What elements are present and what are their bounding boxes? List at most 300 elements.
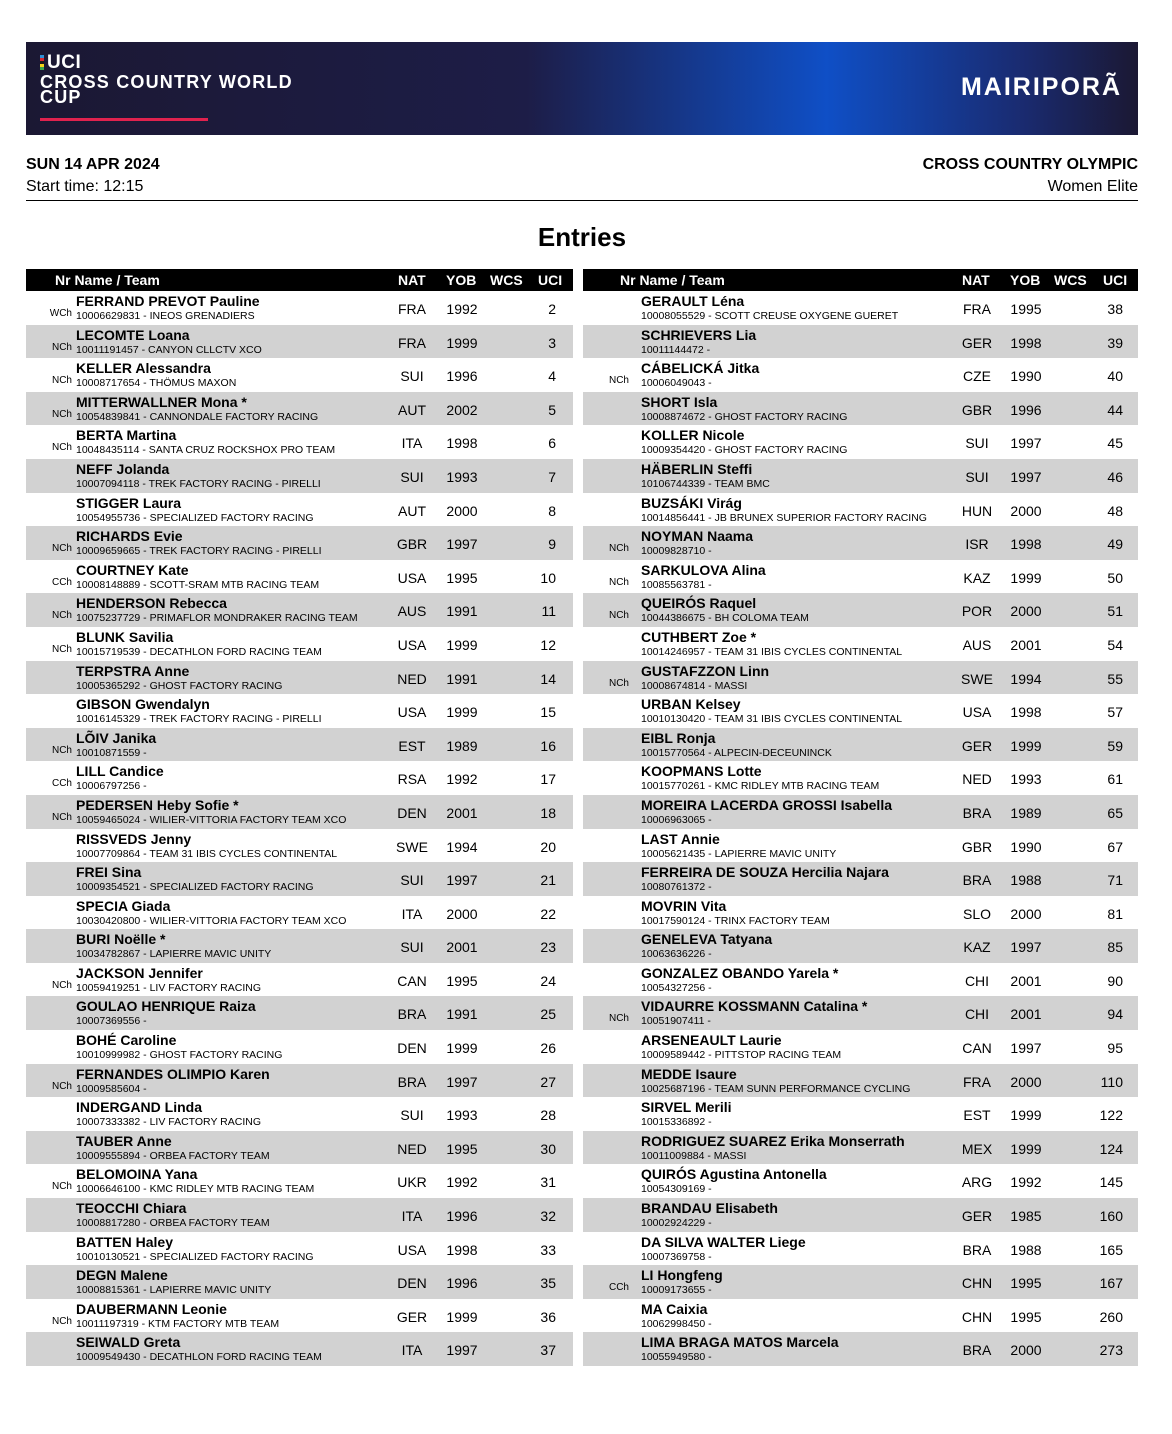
rider-team: 10009659665 - TREK FACTORY RACING - PIRELLI (76, 545, 322, 558)
rider-nat: SUI (965, 468, 989, 485)
rider-team: 10055949580 - (641, 1351, 712, 1364)
rider-uci-rank: 4 (548, 368, 556, 385)
rider-yob: 1998 (446, 435, 478, 452)
entry-prefix: CCh (608, 1282, 629, 1294)
rider-nat: USA (397, 1241, 427, 1258)
rider-uci-rank: 8 (548, 502, 556, 519)
rider-yob: 1997 (446, 872, 478, 889)
rider-nat: AUT (398, 502, 426, 519)
rider-uci-rank: 145 (1099, 1174, 1123, 1191)
race-date: SUN 14 APR 2024 (26, 156, 160, 173)
table-row (26, 1332, 573, 1366)
rider-uci-rank: 16 (540, 737, 556, 754)
table-row (583, 1131, 1138, 1165)
rider-nat: GER (396, 1308, 428, 1325)
col-uci: UCI (538, 272, 563, 288)
rider-name: GENELEVA Tatyana (641, 931, 773, 948)
rider-yob: 1993 (446, 468, 478, 485)
table-row (583, 1265, 1138, 1299)
rider-yob: 1993 (446, 1107, 478, 1124)
rider-team: 10006963065 - (641, 813, 712, 826)
rider-nat: SUI (400, 468, 424, 485)
entry-prefix: NCh (51, 408, 72, 420)
rider-uci-rank: 110 (1100, 1073, 1123, 1090)
rider-yob: 1995 (1010, 301, 1042, 317)
rider-yob: 1996 (446, 1208, 478, 1225)
rider-uci-rank: 38 (1107, 301, 1123, 317)
table-row (583, 896, 1138, 930)
rider-uci-rank: 57 (1107, 704, 1123, 721)
rider-yob: 2001 (446, 939, 478, 956)
col-uci: UCI (1103, 272, 1128, 288)
entry-prefix: NCh (608, 677, 629, 689)
rider-uci-rank: 6 (548, 435, 556, 452)
rider-team: 10063636226 - (641, 948, 712, 961)
rider-uci-rank: 37 (540, 1342, 556, 1359)
rider-nat: GER (961, 334, 993, 351)
table-row (26, 963, 573, 997)
rider-name: SEIWALD Greta (76, 1334, 181, 1351)
table-row (583, 829, 1138, 863)
rider-name: QUIRÓS Agustina Antonella (641, 1166, 827, 1183)
table-row (583, 761, 1138, 795)
uci-logo (40, 53, 81, 72)
rider-yob: 2000 (1010, 905, 1042, 922)
rider-yob: 1995 (446, 1140, 478, 1157)
rider-nat: BRA (397, 1073, 427, 1090)
rider-nat: GBR (396, 536, 428, 553)
rider-name: DA SILVA WALTER Liege (641, 1233, 806, 1250)
rider-team: 10007709864 - TEAM 31 IBIS CYCLES CONTINENTAL (76, 847, 338, 860)
entry-prefix: NCh (51, 543, 72, 555)
table-row (26, 593, 573, 627)
rider-yob: 1989 (446, 737, 478, 754)
rider-name: HÄBERLIN Steffi (641, 460, 753, 477)
table-row (26, 1030, 573, 1064)
rider-nat: GER (961, 1208, 993, 1225)
table-row (26, 1131, 573, 1165)
rider-nat: POR (961, 603, 993, 620)
rider-yob: 1990 (1010, 368, 1042, 385)
table-row (26, 996, 573, 1030)
rider-name: COURTNEY Kate (76, 561, 189, 578)
table-row (583, 694, 1138, 728)
table-row (26, 325, 573, 359)
rider-yob: 1998 (446, 1241, 478, 1258)
rider-team: 10006629831 - INEOS GRENADIERS (76, 310, 255, 322)
rider-yob: 1989 (1010, 804, 1042, 821)
rider-team: 10009585604 - (76, 1082, 147, 1095)
rider-team: 10014856441 - JB BRUNEX SUPERIOR FACTORY RACING (641, 511, 927, 524)
rider-yob: 1999 (446, 334, 478, 351)
rider-yob: 1993 (1010, 771, 1042, 788)
rider-nat: CHI (964, 1006, 990, 1023)
rider-yob: 2000 (1010, 502, 1042, 519)
rider-name: RICHARDS Evie (76, 528, 183, 545)
rider-uci-rank: 25 (540, 1006, 556, 1023)
entries-table-right (583, 269, 1138, 1366)
rider-nat: KAZ (963, 939, 991, 956)
rider-uci-rank: 28 (540, 1107, 556, 1124)
table-row (26, 929, 573, 963)
col-wcs: WCS (490, 272, 523, 288)
entry-prefix: NCh (51, 979, 72, 991)
entry-prefix: NCh (51, 1080, 72, 1092)
rider-name: TAUBER Anne (76, 1132, 172, 1149)
rider-team: 10034782867 - LAPIERRE MAVIC UNITY (76, 948, 272, 961)
rider-name: TEOCCHI Chiara (76, 1200, 187, 1217)
table-row (583, 963, 1138, 997)
rider-team: 10030420800 - WILIER-VITTORIA FACTORY TEAM XCO (76, 914, 347, 927)
table-row (583, 526, 1138, 560)
rider-name: FREI Sina (76, 864, 142, 881)
table-row (26, 627, 573, 661)
table-row (583, 929, 1138, 963)
rider-yob: 1996 (446, 1275, 478, 1292)
rider-team: 10017590124 - TRINX FACTORY TEAM (641, 914, 830, 927)
table-row (26, 761, 573, 795)
table-row (583, 1232, 1138, 1266)
rider-name: DEGN Malene (76, 1267, 168, 1284)
rider-yob: 2001 (1010, 1006, 1042, 1023)
entry-prefix: NCh (51, 643, 72, 655)
rider-team: 10011197319 - KTM FACTORY MTB TEAM (76, 1317, 280, 1330)
rider-uci-rank: 5 (548, 401, 556, 418)
rider-yob: 1997 (1010, 939, 1042, 956)
rider-nat: EST (398, 737, 426, 754)
rider-team: 10006646100 - KMC RIDLEY MTB RACING TEAM (76, 1183, 315, 1196)
rider-team: 10005365292 - GHOST FACTORY RACING (76, 679, 283, 692)
table-row (583, 661, 1138, 695)
entry-prefix: NCh (608, 576, 629, 588)
table-row (583, 459, 1138, 493)
rider-uci-rank: 20 (540, 838, 556, 855)
rider-team: 10014246957 - TEAM 31 IBIS CYCLES CONTINENTAL (641, 645, 903, 658)
rider-yob: 2001 (1010, 636, 1042, 653)
rider-team: 10062998450 - (641, 1317, 712, 1330)
rider-yob: 1990 (1010, 838, 1042, 855)
rider-uci-rank: 12 (540, 636, 556, 653)
rider-name: SARKULOVA Alina (641, 561, 766, 578)
rider-yob: 1999 (1010, 1107, 1042, 1124)
rainbow-stripes-icon (40, 55, 44, 70)
rider-team: 10009828710 - (641, 545, 712, 558)
rider-name: LÕIV Janika (76, 729, 157, 746)
rider-uci-rank: 30 (540, 1140, 556, 1157)
rider-team: 10008055529 - SCOTT CREUSE OXYGENE GUERET (641, 310, 899, 322)
table-row (583, 493, 1138, 527)
rider-name: KOOPMANS Lotte (641, 763, 762, 780)
table-row (26, 493, 573, 527)
rider-nat: USA (397, 569, 427, 586)
rider-yob: 1994 (1010, 670, 1042, 687)
rider-uci-rank: 14 (540, 670, 556, 687)
rider-yob: 2001 (446, 804, 478, 821)
table-row (26, 862, 573, 896)
table-row (26, 795, 573, 829)
rider-name: GERAULT Léna (641, 293, 745, 309)
rider-uci-rank: 36 (540, 1308, 556, 1325)
rider-yob: 2000 (1010, 1342, 1042, 1359)
table-row (26, 728, 573, 762)
col-yob: YOB (1010, 272, 1041, 288)
rider-yob: 1997 (446, 536, 478, 553)
rider-name: FERRAND PREVOT Pauline (76, 293, 260, 309)
rider-name: BURI Noëlle * (76, 931, 166, 948)
rider-nat: ARG (961, 1174, 993, 1191)
rider-uci-rank: 124 (1099, 1140, 1123, 1157)
rider-uci-rank: 44 (1107, 401, 1123, 418)
rider-name: RISSVEDS Jenny (76, 830, 192, 847)
rider-yob: 2000 (446, 502, 478, 519)
rider-uci-rank: 33 (540, 1241, 556, 1258)
rider-yob: 2000 (1010, 1073, 1042, 1090)
table-row (26, 526, 573, 560)
entry-prefix: CCh (51, 778, 72, 790)
entry-prefix: NCh (51, 1181, 72, 1193)
rider-uci-rank: 21 (540, 872, 556, 889)
rider-uci-rank: 48 (1107, 502, 1123, 519)
rider-nat: CAN (962, 1040, 992, 1057)
rider-yob: 1999 (446, 1040, 478, 1057)
rider-team: 10106744339 - TEAM BMC (641, 477, 770, 490)
rider-nat: CHN (961, 1275, 993, 1292)
entry-prefix: NCh (51, 341, 72, 353)
table-row (26, 1265, 573, 1299)
rider-team: 10054309169 - (641, 1183, 712, 1196)
rider-nat: DEN (397, 1275, 427, 1292)
rider-team: 10025687196 - TEAM SUNN PERFORMANCE CYCLING (641, 1082, 911, 1095)
entries-table-left (26, 269, 573, 1366)
brand-underline (40, 118, 208, 121)
rider-yob: 1988 (1010, 1241, 1042, 1258)
rider-nat: ITA (401, 1208, 423, 1225)
rider-uci-rank: 90 (1107, 972, 1123, 989)
rider-uci-rank: 260 (1099, 1308, 1123, 1325)
table-row (583, 560, 1138, 594)
rider-nat: USA (397, 704, 427, 721)
venue-name: MAIRIPORÃ (960, 73, 1122, 101)
rider-yob: 1992 (446, 771, 478, 788)
rider-yob: 1999 (446, 1308, 478, 1325)
rider-uci-rank: 165 (1099, 1241, 1123, 1258)
rider-yob: 1998 (1010, 536, 1042, 553)
rider-nat: DEN (397, 804, 427, 821)
rider-name: SPECIA Giada (76, 897, 171, 914)
rider-uci-rank: 273 (1099, 1342, 1123, 1359)
rider-nat: USA (397, 636, 427, 653)
rider-nat: NED (962, 771, 992, 788)
entry-prefix: NCh (608, 610, 629, 622)
rider-team: 10008674814 - MASSI (641, 679, 748, 692)
rider-name: EIBL Ronja (641, 729, 716, 746)
rider-name: NOYMAN Naama (641, 528, 754, 545)
rider-name: SIRVEL Merili (641, 1099, 732, 1116)
rider-nat: ITA (401, 1342, 423, 1359)
rider-nat: BRA (962, 872, 992, 889)
rider-yob: 1992 (446, 301, 478, 317)
col-nat: NAT (962, 272, 990, 288)
rider-nat: FRA (963, 301, 991, 317)
rider-nat: BRA (962, 1241, 992, 1258)
rider-nat: SLO (962, 905, 991, 922)
rider-name: BELOMOINA Yana (76, 1166, 198, 1183)
rider-team: 10051907411 - (641, 1015, 711, 1028)
rider-yob: 1996 (1010, 401, 1042, 418)
table-body (583, 291, 1138, 1366)
rider-nat: SWE (961, 670, 993, 687)
table-row (26, 1299, 573, 1333)
rider-name: NEFF Jolanda (76, 460, 170, 477)
rider-nat: AUS (397, 603, 427, 620)
rider-team: 10010999982 - GHOST FACTORY RACING (76, 1049, 283, 1062)
rider-nat: CAN (397, 972, 427, 989)
rider-uci-rank: 94 (1107, 1006, 1123, 1023)
rider-uci-rank: 31 (540, 1174, 556, 1191)
rider-uci-rank: 24 (540, 972, 556, 989)
table-row (26, 1064, 573, 1098)
rider-team: 10011144472 - (641, 343, 711, 356)
rider-uci-rank: 18 (540, 804, 556, 821)
rider-uci-rank: 10 (540, 569, 556, 586)
rider-yob: 1995 (1010, 1308, 1042, 1325)
rider-nat: NED (397, 670, 427, 687)
table-row (583, 1097, 1138, 1131)
rider-team: 10015770564 - ALPECIN-DECEUNINCK (641, 746, 832, 759)
rider-team: 10015719539 - DECATHLON FORD RACING TEAM (76, 645, 322, 658)
col-nat: NAT (398, 272, 426, 288)
rider-uci-rank: 50 (1107, 569, 1123, 586)
rider-uci-rank: 2 (548, 301, 556, 317)
rider-nat: SUI (965, 435, 989, 452)
rider-uci-rank: 95 (1107, 1040, 1123, 1057)
rider-team: 10009589442 - PITTSTOP RACING TEAM (641, 1049, 842, 1062)
rider-nat: BRA (397, 1006, 427, 1023)
rider-uci-rank: 67 (1107, 838, 1123, 855)
rider-uci-rank: 40 (1107, 368, 1123, 385)
rider-uci-rank: 32 (540, 1208, 556, 1225)
table-row (583, 862, 1138, 896)
rider-uci-rank: 71 (1107, 872, 1123, 889)
table-row (583, 392, 1138, 426)
table-row (583, 1030, 1138, 1064)
rider-yob: 1995 (446, 569, 478, 586)
rider-team: 10007369556 - (76, 1015, 147, 1028)
rider-name: MEDDE Isaure (641, 1065, 737, 1082)
rider-team: 10007369758 - (641, 1250, 712, 1263)
rider-name: BOHÉ Caroline (76, 1032, 177, 1049)
rider-nat: ISR (965, 536, 989, 553)
rider-team: 10008815361 - LAPIERRE MAVIC UNITY (76, 1284, 272, 1297)
rider-team: 10054955736 - SPECIALIZED FACTORY RACING (76, 511, 314, 524)
rider-yob: 2002 (446, 401, 478, 418)
rider-team: 10010130420 - TEAM 31 IBIS CYCLES CONTINENTAL (641, 713, 903, 726)
rider-team: 10015336892 - (641, 1116, 712, 1129)
rider-yob: 1997 (1010, 1040, 1042, 1057)
table-row (26, 661, 573, 695)
rider-name: KELLER Alessandra (76, 360, 211, 377)
table-row (26, 1097, 573, 1131)
rider-name: KOLLER Nicole (641, 427, 745, 444)
rider-nat: SUI (400, 939, 424, 956)
entry-prefix: NCh (51, 744, 72, 756)
rider-name: SCHRIEVERS Lia (641, 326, 757, 343)
rider-yob: 1991 (446, 603, 478, 620)
entry-prefix: NCh (51, 375, 72, 387)
rider-name: GIBSON Gwendalyn (76, 696, 210, 713)
rider-team: 10007333382 - LIV FACTORY RACING (76, 1116, 262, 1129)
table-row (583, 291, 1138, 325)
rider-team: 10006797256 - (76, 780, 147, 793)
rider-team: 10075237729 - PRIMAFLOR MONDRAKER RACING TEAM (76, 612, 358, 625)
rider-yob: 1999 (446, 704, 478, 721)
rider-name: DAUBERMANN Leonie (76, 1300, 227, 1317)
table-row (583, 358, 1138, 392)
rider-uci-rank: 81 (1107, 905, 1123, 922)
table-row (583, 1332, 1138, 1366)
rider-nat: USA (962, 704, 992, 721)
rider-nat: AUT (398, 401, 426, 418)
rider-nat: BRA (962, 1342, 992, 1359)
rider-uci-rank: 167 (1099, 1275, 1123, 1292)
rider-yob: 1997 (1010, 468, 1042, 485)
rider-yob: 1991 (446, 1006, 478, 1023)
rider-uci-rank: 7 (548, 468, 556, 485)
rider-uci-rank: 15 (540, 704, 556, 721)
rider-nat: KAZ (963, 569, 991, 586)
rider-uci-rank: 49 (1107, 536, 1123, 553)
table-row (26, 1198, 573, 1232)
rider-name: ARSENEAULT Laurie (641, 1032, 782, 1049)
rider-team: 10059465024 - WILIER-VITTORIA FACTORY TEAM XCO (76, 813, 347, 826)
rider-name: RODRIGUEZ SUAREZ Erika Monserrath (641, 1132, 905, 1149)
rider-team: 10059419251 - LIV FACTORY RACING (76, 981, 262, 994)
rider-yob: 1997 (446, 1342, 478, 1359)
rider-name: HENDERSON Rebecca (76, 595, 227, 612)
rider-uci-rank: 22 (540, 905, 556, 922)
rider-name: LILL Candice (76, 763, 164, 780)
rider-yob: 1999 (446, 636, 478, 653)
rider-yob: 1991 (446, 670, 478, 687)
rider-team: 10008717654 - THÖMUS MAXON (76, 377, 237, 390)
start-time: Start time: 12:15 (26, 178, 144, 195)
rider-nat: BRA (962, 804, 992, 821)
rider-team: 10008817280 - ORBEA FACTORY TEAM (76, 1217, 270, 1230)
entry-prefix: WCh (49, 308, 72, 319)
page-title: Entries (537, 222, 627, 252)
rider-team: 10009555894 - ORBEA FACTORY TEAM (76, 1149, 270, 1162)
table-row (26, 1232, 573, 1266)
rider-team: 10016145329 - TREK FACTORY RACING - PIRELLI (76, 713, 322, 726)
rider-team: 10009549430 - DECATHLON FORD RACING TEAM (76, 1351, 322, 1364)
rider-name: BLUNK Savilia (76, 628, 174, 645)
category-name: Women Elite (1047, 178, 1138, 195)
col-nr-name: Nr Name / Team (55, 272, 160, 288)
rider-nat: DEN (397, 1040, 427, 1057)
rider-yob: 1992 (1010, 1174, 1042, 1191)
rider-team: 10007094118 - TREK FACTORY RACING - PIRELLI (76, 477, 321, 490)
rider-team: 10010130521 - SPECIALIZED FACTORY RACING (76, 1250, 314, 1263)
rider-yob: 2000 (1010, 603, 1042, 620)
entry-prefix: NCh (51, 610, 72, 622)
rider-uci-rank: 61 (1107, 771, 1123, 788)
rider-yob: 1992 (446, 1174, 478, 1191)
col-nr-name: Nr Name / Team (620, 272, 725, 288)
table-row (583, 728, 1138, 762)
rider-nat: GBR (961, 838, 993, 855)
rider-name: MOVRIN Vita (641, 897, 727, 914)
rider-nat: AUS (962, 636, 992, 653)
